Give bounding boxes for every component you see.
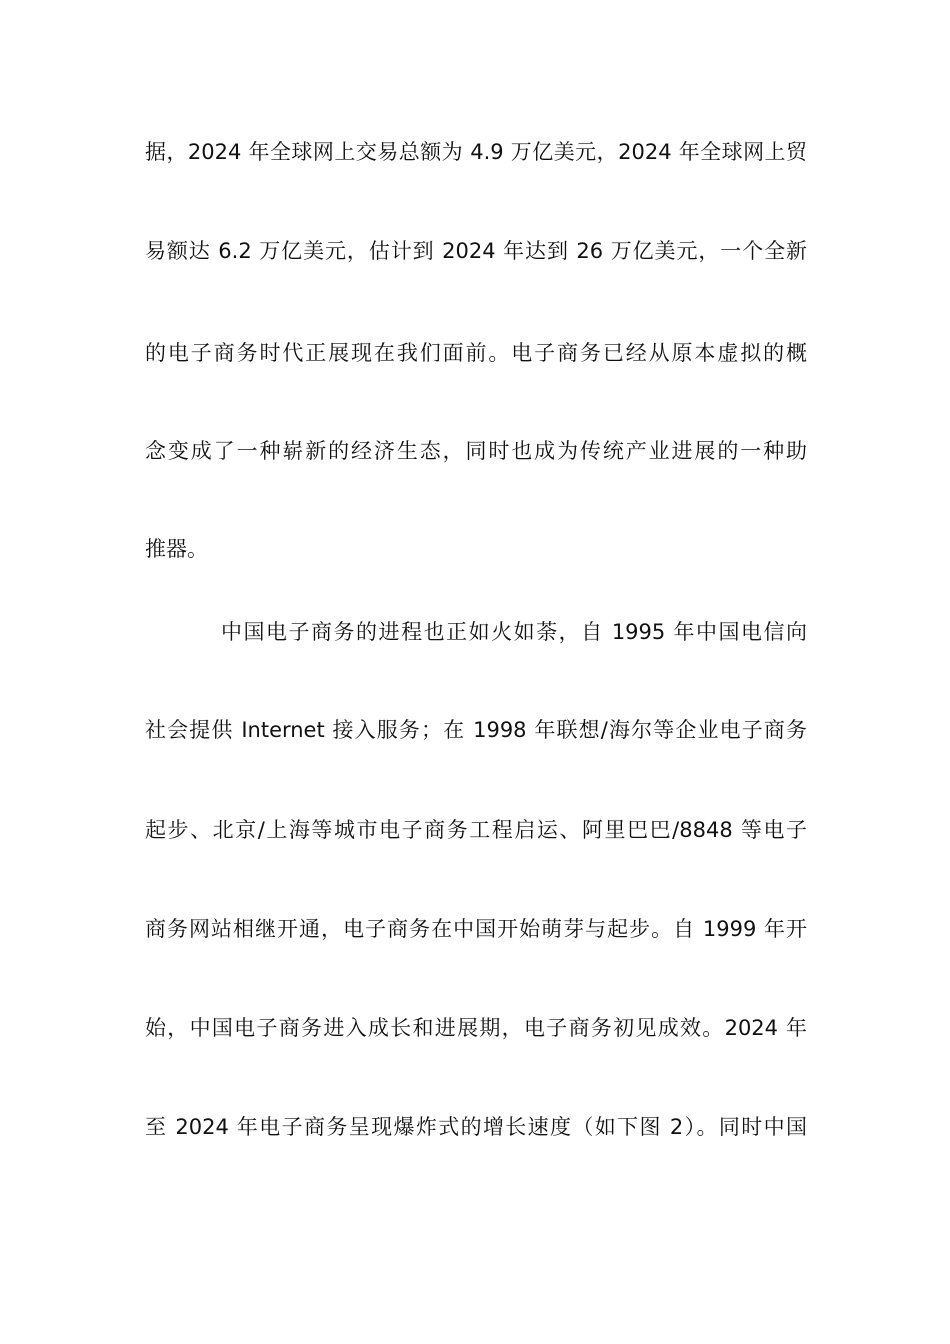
paragraph-2-line-5: 始，中国电子商务进入成长和进展期，电子商务初见成效。2024 年 xyxy=(145,1016,807,1040)
paragraph-line-3: 的电子商务时代正展现在我们面前。电子商务已经从原本虚拟的概 xyxy=(145,341,807,365)
paragraph-2-line-4: 商务网站相继开通，电子商务在中国开始萌芽与起步。自 1999 年开 xyxy=(145,917,807,941)
paragraph-2-line-3: 起步、北京/上海等城市电子商务工程启运、阿里巴巴/8848 等电子 xyxy=(145,818,807,842)
paragraph-line-4: 念变成了一种崭新的经济生态，同时也成为传统产业进展的一种助 xyxy=(145,439,807,463)
paragraph-line-2: 易额达 6.2 万亿美元，估计到 2024 年达到 26 万亿美元，一个全新 xyxy=(145,239,807,263)
paragraph-2-line-6: 至 2024 年电子商务呈现爆炸式的增长速度（如下图 2）。同时中国 xyxy=(145,1115,807,1139)
paragraph-2-line-2: 社会提供 Internet 接入服务；在 1998 年联想/海尔等企业电子商务 xyxy=(145,718,807,742)
paragraph-2-line-1: 中国电子商务的进程也正如火如荼，自 1995 年中国电信向 xyxy=(221,620,807,644)
paragraph-line-5: 推器。 xyxy=(145,537,208,561)
paragraph-line-1: 据，2024 年全球网上交易总额为 4.9 万亿美元，2024 年全球网上贸 xyxy=(145,140,807,164)
